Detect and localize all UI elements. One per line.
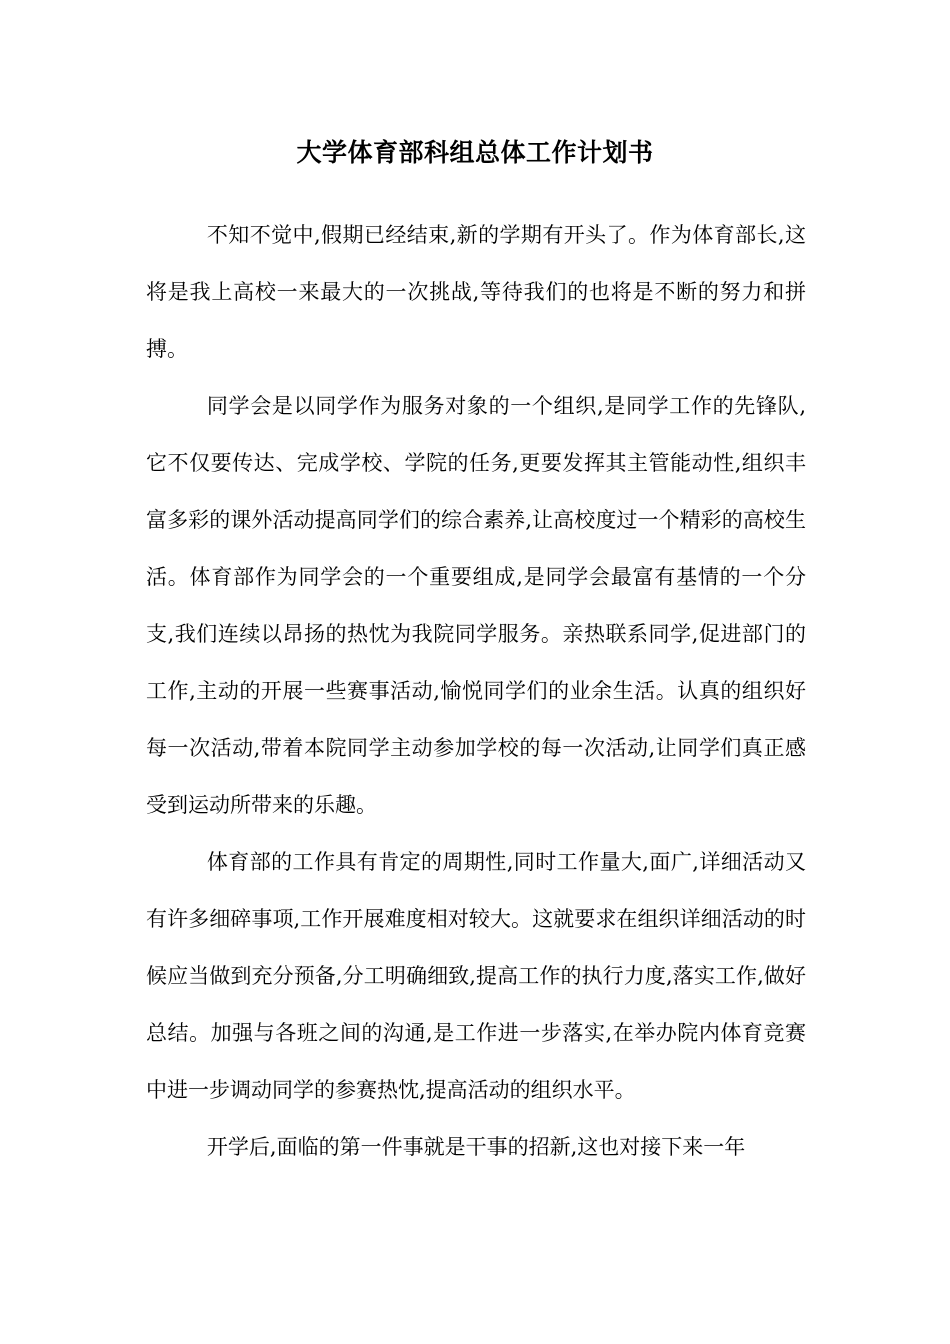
paragraph-2: 同学会是以同学作为服务对象的一个组织,是同学工作的先锋队,它不仅要传达、完成学校、学院的任务,更要发挥其主管能动性,组织丰富多彩的课外活动提高同学们的综合素养,让高校度过一个精彩的高校生活。体育部作为同学会的一个重要组成,是同学会最富有基情的一个分支,我们连续以昂扬的热忱为我院同学服务。亲热联系同学,促进部门的工作,主动的开展一些赛事活动,愉悦同学们的业余生活。认真的组织好每一次活动,带着本院同学主动参加学校的每一次活动,让同学们真正感受到运动所带来的乐趣。 <box>146 394 806 817</box>
document-body <box>146 207 806 1176</box>
paragraph-4: 开学后,面临的第一件事就是干事的招新,这也对接下来一年 <box>206 1135 746 1159</box>
paragraph-1: 不知不觉中,假期已经结束,新的学期有开头了。作为体育部长,这将是我上高校一来最大的一次挑战,等待我们的也将是不断的努力和拼搏。 <box>146 223 806 361</box>
document-title: 大学体育部科组总体工作计划书 <box>296 138 654 167</box>
paragraph-3: 体育部的工作具有肯定的周期性,同时工作量大,面广,详细活动又有许多细碎事项,工作开展难度相对较大。这就要求在组织详细活动的时候应当做到充分预备,分工明确细致,提高工作的执行力度,落实工作,做好总结。加强与各班之间的沟通,是工作进一步落实,在举办院内体育竞赛中进一步调动同学的参赛热忱,提高活动的组织水平。 <box>146 850 806 1102</box>
